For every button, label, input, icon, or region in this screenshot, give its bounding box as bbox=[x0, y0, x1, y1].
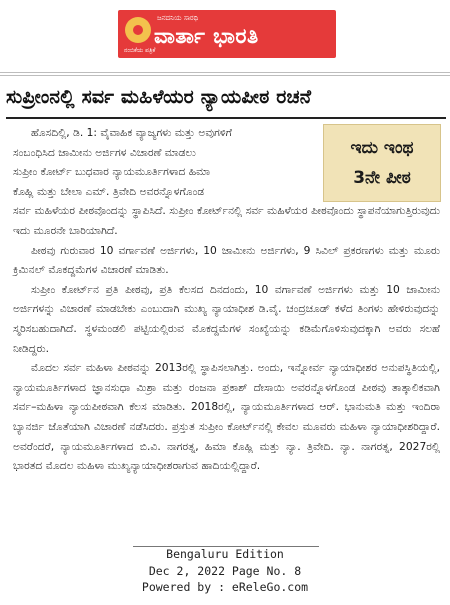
divider bbox=[0, 75, 450, 76]
footer-powered-by: Powered by : eReleGo.com bbox=[141, 580, 309, 594]
article-line: ಕೊಹ್ಲಿ ಮತ್ತು ಬೇಲಾ ಎಮ್. ತ್ರಿವೇದಿ ಅವರನ್ನೊಳಗೊಂಡ bbox=[13, 184, 205, 198]
article-intro bbox=[13, 123, 318, 201]
headline: ಸುಪ್ರೀಂನಲ್ಲಿ ಸರ್ವ ಮಹಿಳೆಯರ ನ್ಯಾಯಪೀಠ ರಚನೆ bbox=[6, 86, 312, 108]
divider bbox=[0, 72, 450, 73]
footer-edition: Bengaluru Edition bbox=[166, 547, 284, 561]
article-paragraph: ಪೀಠವು ಗುರುವಾರ 10 ವರ್ಗಾವಣೆ ಅರ್ಜಿಗಳು, 10 ಜಾಮೀನು ಅರ್ಜಿಗಳು, 9 ಸಿವಿಲ್ ಪ್ರಕರಣಗಳು ಮತ್ತು ಮೂರು ಕ್ರಿಮಿನಲ್ ಮೊಕದ್ದಮೆಗಳ ವಿಚಾರಣೆ ಮಾಡಿತು. bbox=[13, 243, 440, 277]
article-line: ಸುಪ್ರೀಂ ಕೋರ್ಟ್ ಬುಧವಾರ ನ್ಯಾಯಮೂರ್ತಿಗಳಾದ ಹಿಮಾ bbox=[13, 165, 211, 179]
highlight-line-2: 3ನೇ ಪೀಠ bbox=[353, 168, 411, 188]
highlight-line-1: ಇದು ಇಂಥ bbox=[350, 138, 414, 158]
article-body bbox=[13, 123, 440, 476]
masthead-logo bbox=[118, 10, 336, 58]
footer-date-page: Dec 2, 2022 Page No. 8 bbox=[148, 563, 302, 578]
article-paragraph: ಸುಪ್ರೀಂ ಕೋರ್ಟ್‌ನ ಪ್ರತಿ ಪೀಠವು, ಪ್ರತಿ ಕೆಲಸದ ದಿನದಂದು, 10 ವರ್ಗಾವಣೆ ಅರ್ಜಿಗಳು ಮತ್ತು 10 ಜಾಮೀನು ಅರ್ಜಿಗಳನ್ನು ವಿಚಾರಣೆ ಮಾಡಬೇಕು ಎಂಬುದಾಗಿ ಮುಖ್ಯ ನ್ಯಾಯಾಧೀಶ ಡಿ.ವೈ. ಚಂದ್ರಚೂಡ್ ಕಳೆದ ತಿಂಗಳು ಹೇಳಿರುವುದನ್ನು ಸ್ಮರಿಸಬಹುದಾಗಿದೆ. ಸ್ಥಳಮಂಡಲಿ ಪಟ್ಟಿಯಲ್ಲಿರುವ ಮೊಕದ್ದಮೆಗಳ ಸಂಖ್ಯೆಯನ್ನು ಕಡಿಮೆಗೊಳಿಸುವುದಕ್ಕಾಗಿ ಅವರು ಸಲಹೆ ನೀಡಿದ್ದರು. bbox=[13, 282, 440, 355]
masthead-brand: ವಾರ್ತಾ ಭಾರತಿ bbox=[154, 24, 259, 48]
footer bbox=[0, 546, 450, 596]
masthead-subtag: ನಂಬಿಕೆಯ ಪತ್ರಿಕೆ bbox=[124, 47, 156, 54]
masthead-tagline: ಜನದನಿಯ ಸಾರಥಿ bbox=[157, 14, 199, 22]
article-line: ಹೊಸದಿಲ್ಲಿ, ಡಿ. 1: ವೈವಾಹಿಕ ವ್ಯಾಜ್ಯಗಳು ಮತ್ತು ಅವುಗಳಿಗೆ bbox=[31, 126, 232, 139]
logo-emblem-icon bbox=[125, 17, 151, 43]
article-line: ಸಂಬಂಧಿಸಿದ ಜಾಮೀನು ಅರ್ಜಿಗಳ ವಿಚಾರಣೆ ಮಾಡಲು bbox=[13, 145, 196, 159]
article-paragraph: ಸರ್ವ ಮಹಿಳೆಯರ ಪೀಠವೊಂದನ್ನು ಸ್ಥಾಪಿಸಿದೆ. ಸುಪ್ರೀಂ ಕೋರ್ಟ್‌ನಲ್ಲಿ ಸರ್ವ ಮಹಿಳೆಯರ ಪೀಠವೊಂದು ಸ್ಥಾಪನೆಯಾಗುತ್ತಿರುವುದು ಇದು ಮೂರನೇ ಬಾರಿಯಾಗಿದೆ. bbox=[13, 204, 440, 237]
headline-underline bbox=[6, 117, 446, 119]
article-paragraph: ಮೊದಲ ಸರ್ವ ಮಹಿಳಾ ಪೀಠವನ್ನು 2013ರಲ್ಲಿ ಸ್ಥಾಪಿಸಲಾಗಿತ್ತು. ಅಂದು, ಇನ್ನೋರ್ವ ನ್ಯಾಯಾಧೀಶರ ಅನುಪಸ್ಥಿತಿಯಲ್ಲಿ, ನ್ಯಾಯಮೂರ್ತಿಗಳಾದ ಜ್ಞಾನಸುಧಾ ಮಿಶ್ರಾ ಮತ್ತು ರಂಜನಾ ಪ್ರಕಾಶ್ ದೇಸಾಯಿ ಅವರನ್ನೊಳಗೊಂಡ ಪೀಠವು ತಾತ್ಕಾಲಿಕವಾಗಿ ಸರ್ವ–ಮಹಿಳಾ ನ್ಯಾಯಪೀಠವಾಗಿ ಕೆಲಸ ಮಾಡಿತು. 2018ರಲ್ಲಿ, ನ್ಯಾಯಮೂರ್ತಿಗಳಾದ ಆರ್. ಭಾನುಮತಿ ಮತ್ತು ಇಂದಿರಾ ಬ್ಯಾನರ್ಜಿ ಜೊತೆಯಾಗಿ ವಿಚಾರಣೆ ನಡೆಸಿದರು. ಪ್ರಸ್ತುತ ಸುಪ್ರೀಂ ಕೋರ್ಟ್‌ನಲ್ಲಿ ಕೇವಲ ಮೂವರು ಮಹಿಳಾ ನ್ಯಾಯಾಧೀಶರಿದ್ದಾರೆ. ಅವರೆಂದರೆ, ನ್ಯಾಯಮೂರ್ತಿಗಳಾದ ಬಿ.ವಿ. ನಾಗರತ್ನ, ಹಿಮಾ ಕೊಹ್ಲಿ ಮತ್ತು ನ್ಯಾ. ತ್ರಿವೇದಿ. ನ್ಯಾ. ನಾಗರತ್ನ, 2027ರಲ್ಲಿ ಭಾರತದ ಮೊದಲ ಮಹಿಳಾ ಮುಖ್ಯನ್ಯಾಯಾಧೀಶರಾಗುವ ಹಾದಿಯಲ್ಲಿದ್ದಾರೆ. bbox=[13, 361, 440, 473]
